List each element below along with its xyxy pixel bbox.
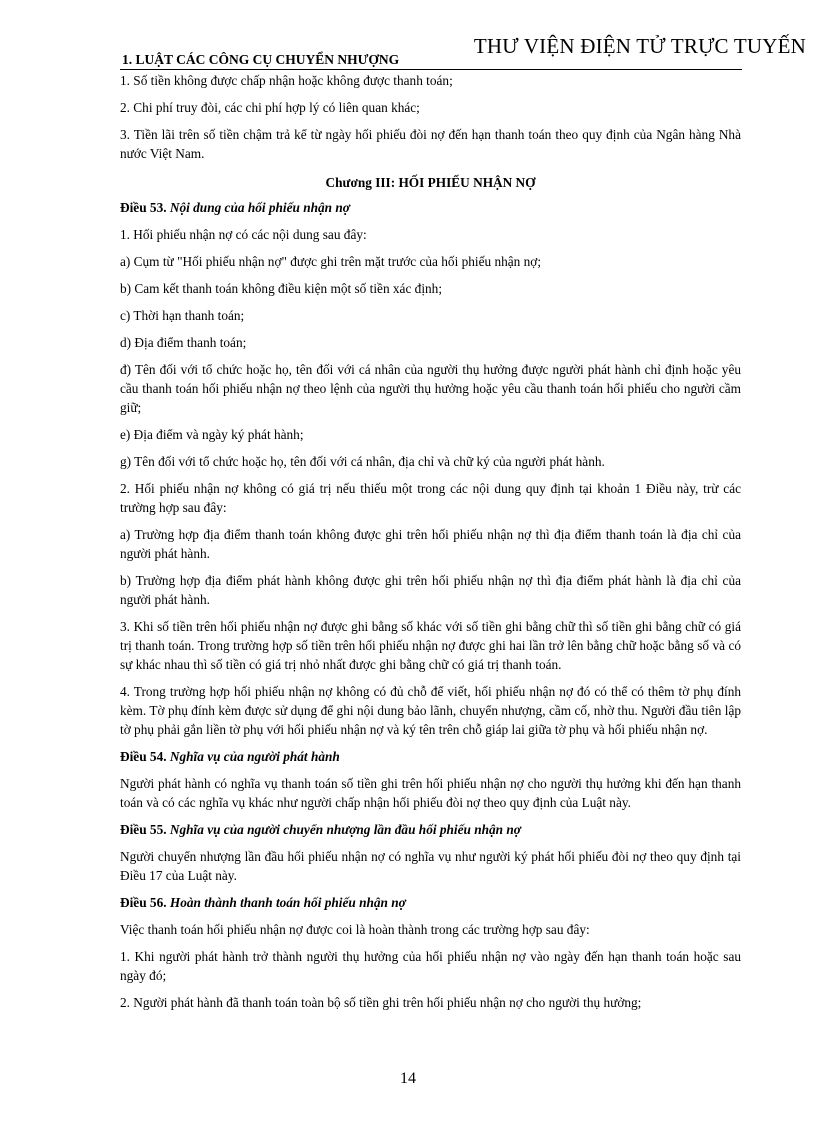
law-title-header: 1. LUẬT CÁC CÔNG CỤ CHUYỂN NHƯỢNG	[122, 52, 400, 67]
paragraph: g) Tên đối với tổ chức hoặc họ, tên đối với cá nhân, địa chỉ và chữ ký của người phát hành.	[120, 454, 605, 469]
paragraph: 2. Chi phí truy đòi, các chi phí hợp lý có liên quan khác;	[120, 100, 420, 115]
paragraph: 2. Hối phiếu nhận nợ không có giá trị nếu thiếu một trong các nội dung quy định tại khoản 1 Điều này, trừ các trường hợp sau đây:	[120, 481, 741, 515]
paragraph: 4. Trong trường hợp hối phiếu nhận nợ không có đủ chỗ để viết, hối phiếu nhận nợ đó có thể có thêm tờ phụ đính kèm. Tờ phụ đính kèm được sử dụng để ghi nội dung bảo lãnh, chuyển nhượng, cầm cố, nhờ thu. Người đầu tiên lập tờ phụ phải gắn liền tờ phụ với hối phiếu nhận nợ và ký tên trên chỗ giáp lai giữa tờ phụ và hối phiếu nhận nợ.	[120, 684, 741, 737]
article-title: Nghĩa vụ của người chuyển nhượng lần đầu hối phiếu nhận nợ	[169, 822, 521, 837]
chapter-heading: Chương III: HỐI PHIẾU NHẬN NỢ	[325, 175, 536, 190]
article-number: Điều 54.	[120, 749, 167, 764]
paragraph: 3. Khi số tiền trên hối phiếu nhận nợ được ghi bằng số khác với số tiền ghi bằng chữ thì số tiền ghi bằng chữ có giá trị thanh toán. Trong trường hợp số tiền trên hối phiếu nhận nợ được ghi hai lần trở lên bằng chữ hoặc bằng số và có sự khác nhau thì số tiền có giá trị nhỏ nhất được ghi bằng chữ có giá trị thanh toán.	[120, 619, 741, 672]
article-title: Nội dung của hối phiếu nhận nợ	[169, 200, 350, 215]
paragraph: b) Cam kết thanh toán không điều kiện một số tiền xác định;	[120, 281, 443, 296]
paragraph: a) Cụm từ "Hối phiếu nhận nợ" được ghi trên mặt trước của hối phiếu nhận nợ;	[120, 254, 542, 269]
paragraph: 1. Khi người phát hành trở thành người thụ hưởng của hối phiếu nhận nợ vào ngày đến hạn thanh toán hoặc sau ngày đó;	[120, 949, 741, 983]
library-brand: THƯ VIỆN ĐIỆN TỬ TRỰC TUYẾN	[473, 34, 806, 58]
article-56-heading	[120, 893, 741, 912]
paragraph: d) Địa điểm thanh toán;	[120, 335, 247, 350]
paragraph: Người chuyển nhượng lần đầu hối phiếu nhận nợ có nghĩa vụ như người ký phát hối phiếu đòi nợ theo quy định tại Điều 17 của Luật này.	[120, 849, 741, 883]
paragraph: c) Thời hạn thanh toán;	[120, 308, 245, 323]
article-number: Điều 56.	[120, 895, 167, 910]
header-divider	[120, 69, 742, 70]
document-body	[120, 71, 741, 1020]
article-54-heading	[120, 747, 741, 766]
paragraph: b) Trường hợp địa điểm phát hành không được ghi trên hối phiếu nhận nợ thì địa điểm phát hành là địa chỉ của người phát hành.	[120, 573, 741, 607]
article-number: Điều 53.	[120, 200, 167, 215]
article-55-heading	[120, 820, 741, 839]
paragraph: 1. Hối phiếu nhận nợ có các nội dung sau đây:	[120, 227, 367, 242]
article-number: Điều 55.	[120, 822, 167, 837]
paragraph: 1. Số tiền không được chấp nhận hoặc không được thanh toán;	[120, 73, 453, 88]
article-title: Hoàn thành thanh toán hối phiếu nhận nợ	[169, 895, 406, 910]
paragraph: Việc thanh toán hối phiếu nhận nợ được coi là hoàn thành trong các trường hợp sau đây:	[120, 922, 590, 937]
paragraph: 3. Tiền lãi trên số tiền chậm trả kể từ ngày hối phiếu đòi nợ đến hạn thanh toán theo quy định của Ngân hàng Nhà nước Việt Nam.	[120, 127, 741, 161]
article-53-heading	[120, 198, 741, 217]
page-number: 14	[400, 1070, 416, 1087]
article-title: Nghĩa vụ của người phát hành	[169, 749, 340, 764]
paragraph: 2. Người phát hành đã thanh toán toàn bộ số tiền ghi trên hối phiếu nhận nợ cho người thụ hưởng;	[120, 995, 642, 1010]
paragraph: đ) Tên đối với tổ chức hoặc họ, tên đối với cá nhân của người thụ hưởng được người phát hành chỉ định hoặc yêu cầu thanh toán hối phiếu nhận nợ theo lệnh của người thụ hưởng hoặc yêu cầu thanh toán hối phiếu cho người cầm giữ;	[120, 362, 741, 415]
paragraph: e) Địa điểm và ngày ký phát hành;	[120, 427, 304, 442]
paragraph: a) Trường hợp địa điểm thanh toán không được ghi trên hối phiếu nhận nợ thì địa điểm thanh toán là địa chỉ của người phát hành.	[120, 527, 741, 561]
paragraph: Người phát hành có nghĩa vụ thanh toán số tiền ghi trên hối phiếu nhận nợ cho người thụ hưởng khi đến hạn thanh toán và có các nghĩa vụ khác như người chấp nhận hối phiếu đòi nợ theo quy định của Luật này.	[120, 776, 741, 810]
